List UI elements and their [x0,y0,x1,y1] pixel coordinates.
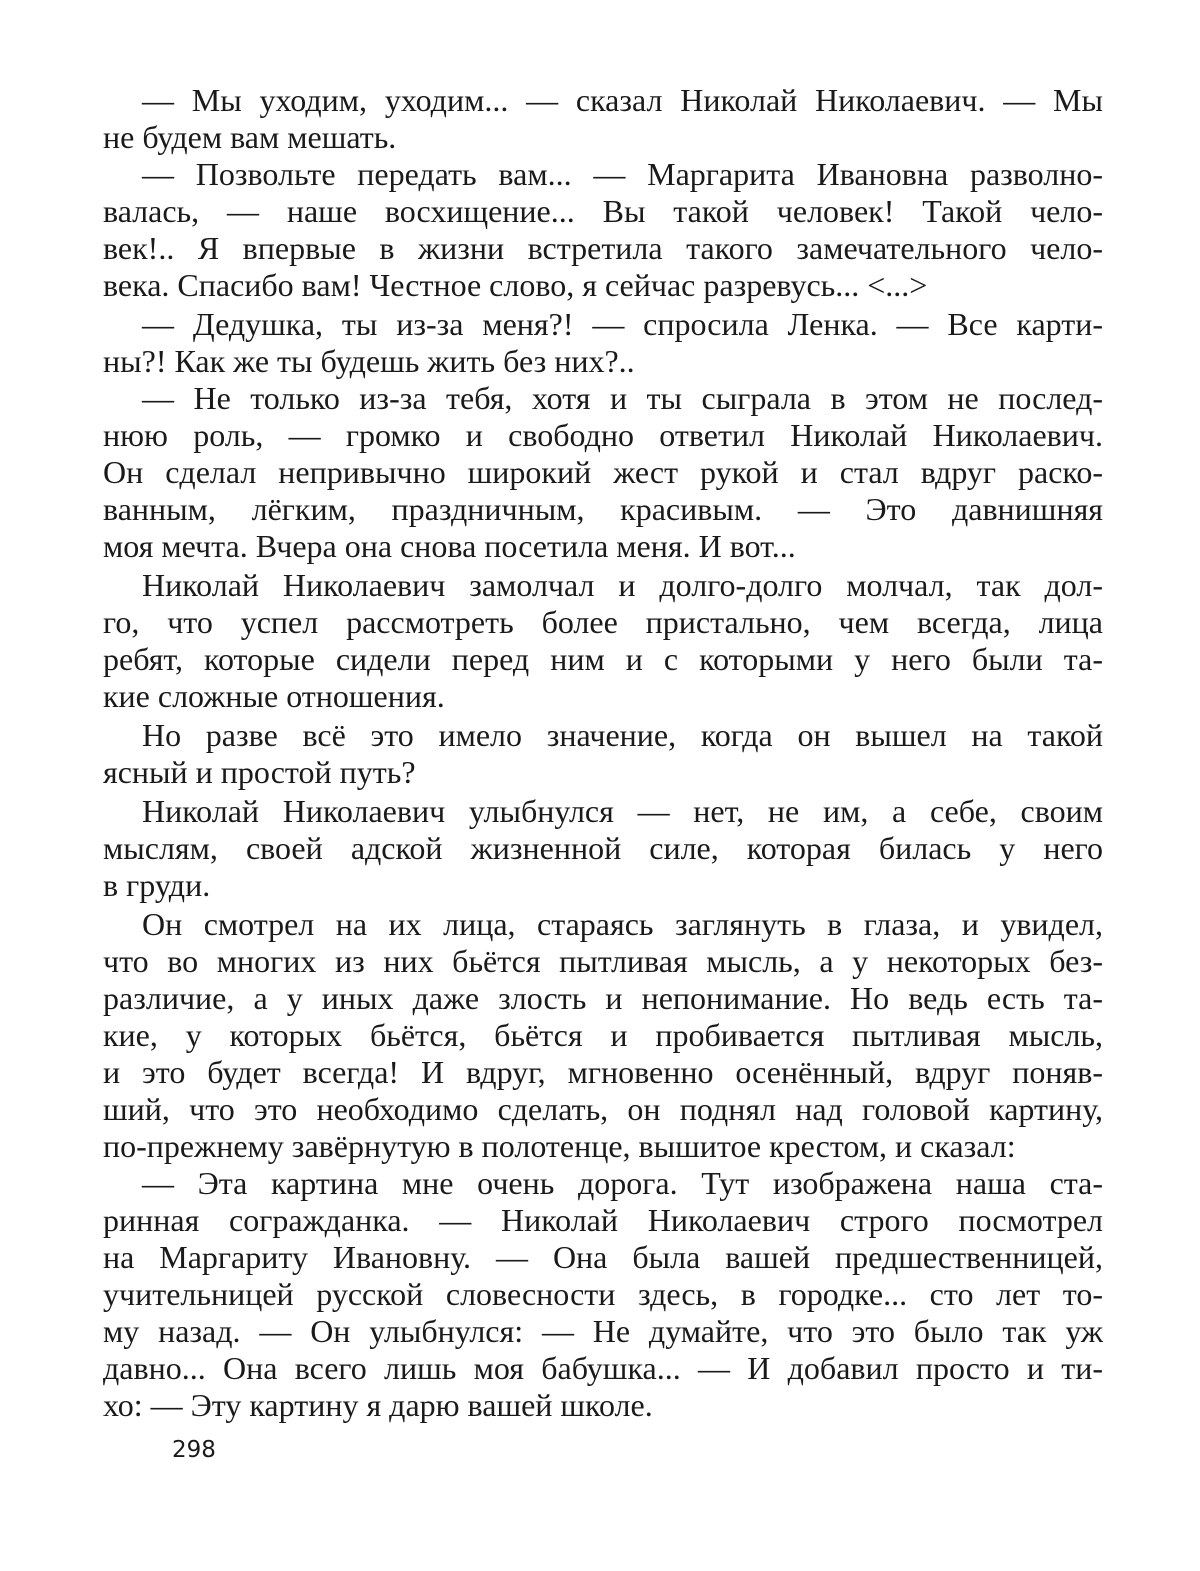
text-line: ны?! Как же ты будешь жить без них?.. [103,343,635,379]
text-line: — Мы уходим, уходим... — сказал Николай Николаевич. — Мы [142,82,1103,118]
book-page-text [103,82,1103,1424]
text-line: — Не только из-за тебя, хотя и ты сыграла в этом не послед- [142,380,1103,416]
text-line: не будем вам мешать. [103,119,397,155]
text-line: ший, что это необходимо сделать, он поднял над головой картину, [103,1091,1103,1127]
text-line: му назад. — Он улыбнулся: — Не думайте, что это было так уж [103,1313,1103,1349]
text-line: различие, а у иных даже злость и непонимание. Но ведь есть та- [103,980,1103,1016]
text-line: ясный и простой путь? [103,754,416,790]
text-line: кие, у которых бьётся, бьётся и пробивается пытливая мысль, [103,1017,1103,1053]
paragraph [103,906,1103,1165]
paragraph [103,1165,1103,1424]
text-line: ребят, которые сидели перед ним и с которыми у него были та- [103,641,1103,677]
text-line: века. Спасибо вам! Честное слово, я сейчас разревусь... <...> [103,267,928,303]
text-line: учительницей русской словесности здесь, в городке... сто лет то- [103,1276,1103,1312]
text-line: и это будет всегда! И вдруг, мгновенно осенённый, вдруг поняв- [103,1054,1103,1090]
text-line: — Дедушка, ты из-за меня?! — спросила Ленка. — Все карти- [142,306,1103,342]
text-line: давно... Она всего лишь моя бабушка... — И добавил просто и ти- [103,1350,1103,1386]
text-line: Николай Николаевич замолчал и долго-долго молчал, так дол- [142,567,1103,603]
text-line: по-прежнему завёрнутую в полотенце, вышитое крестом, и сказал: [103,1128,1016,1164]
text-line: в груди. [103,867,211,903]
text-line: кие сложные отношения. [103,678,445,714]
text-line: ванным, лёгким, праздничным, красивым. — Это давнишняя [103,491,1103,527]
text-line: — Эта картина мне очень дорога. Тут изображена наша ста- [142,1165,1103,1201]
paragraph [103,306,1103,380]
text-line: век!.. Я впервые в жизни встретила такого замечательного чело- [103,230,1103,266]
text-line: го, что успел рассмотреть более пристально, чем всегда, лица [103,604,1103,640]
text-line: валась, — наше восхищение... Вы такой человек! Такой чело- [103,193,1103,229]
text-line: — Позвольте передать вам... — Маргарита Ивановна разволно- [142,156,1103,192]
paragraph [103,717,1103,791]
text-line: что во многих из них бьётся пытливая мысль, а у некоторых без- [103,943,1103,979]
paragraph [103,793,1103,904]
text-line: Он смотрел на их лица, стараясь заглянуть в глаза, и увидел, [142,906,1103,942]
text-line: Николай Николаевич улыбнулся — нет, не им, а себе, своим [142,793,1103,829]
paragraph [103,156,1103,304]
text-line: моя мечта. Вчера она снова посетила меня. И вот... [103,528,796,564]
text-line: мыслям, своей адской жизненной силе, которая билась у него [103,830,1103,866]
text-line: хо: — Эту картину я дарю вашей школе. [103,1387,653,1423]
paragraph [103,380,1103,565]
text-line: на Маргариту Ивановну. — Она была вашей предшественницей, [103,1239,1103,1275]
paragraph [103,82,1103,156]
page-number: 298 [172,1437,216,1463]
text-line: Он сделал непривычно широкий жест рукой и стал вдруг раско- [103,454,1103,490]
paragraph [103,567,1103,715]
text-line: Но разве всё это имело значение, когда он вышел на такой [142,717,1103,753]
text-line: нюю роль, — громко и свободно ответил Николай Николаевич. [103,417,1103,453]
text-line: ринная согражданка. — Николай Николаевич строго посмотрел [103,1202,1103,1238]
